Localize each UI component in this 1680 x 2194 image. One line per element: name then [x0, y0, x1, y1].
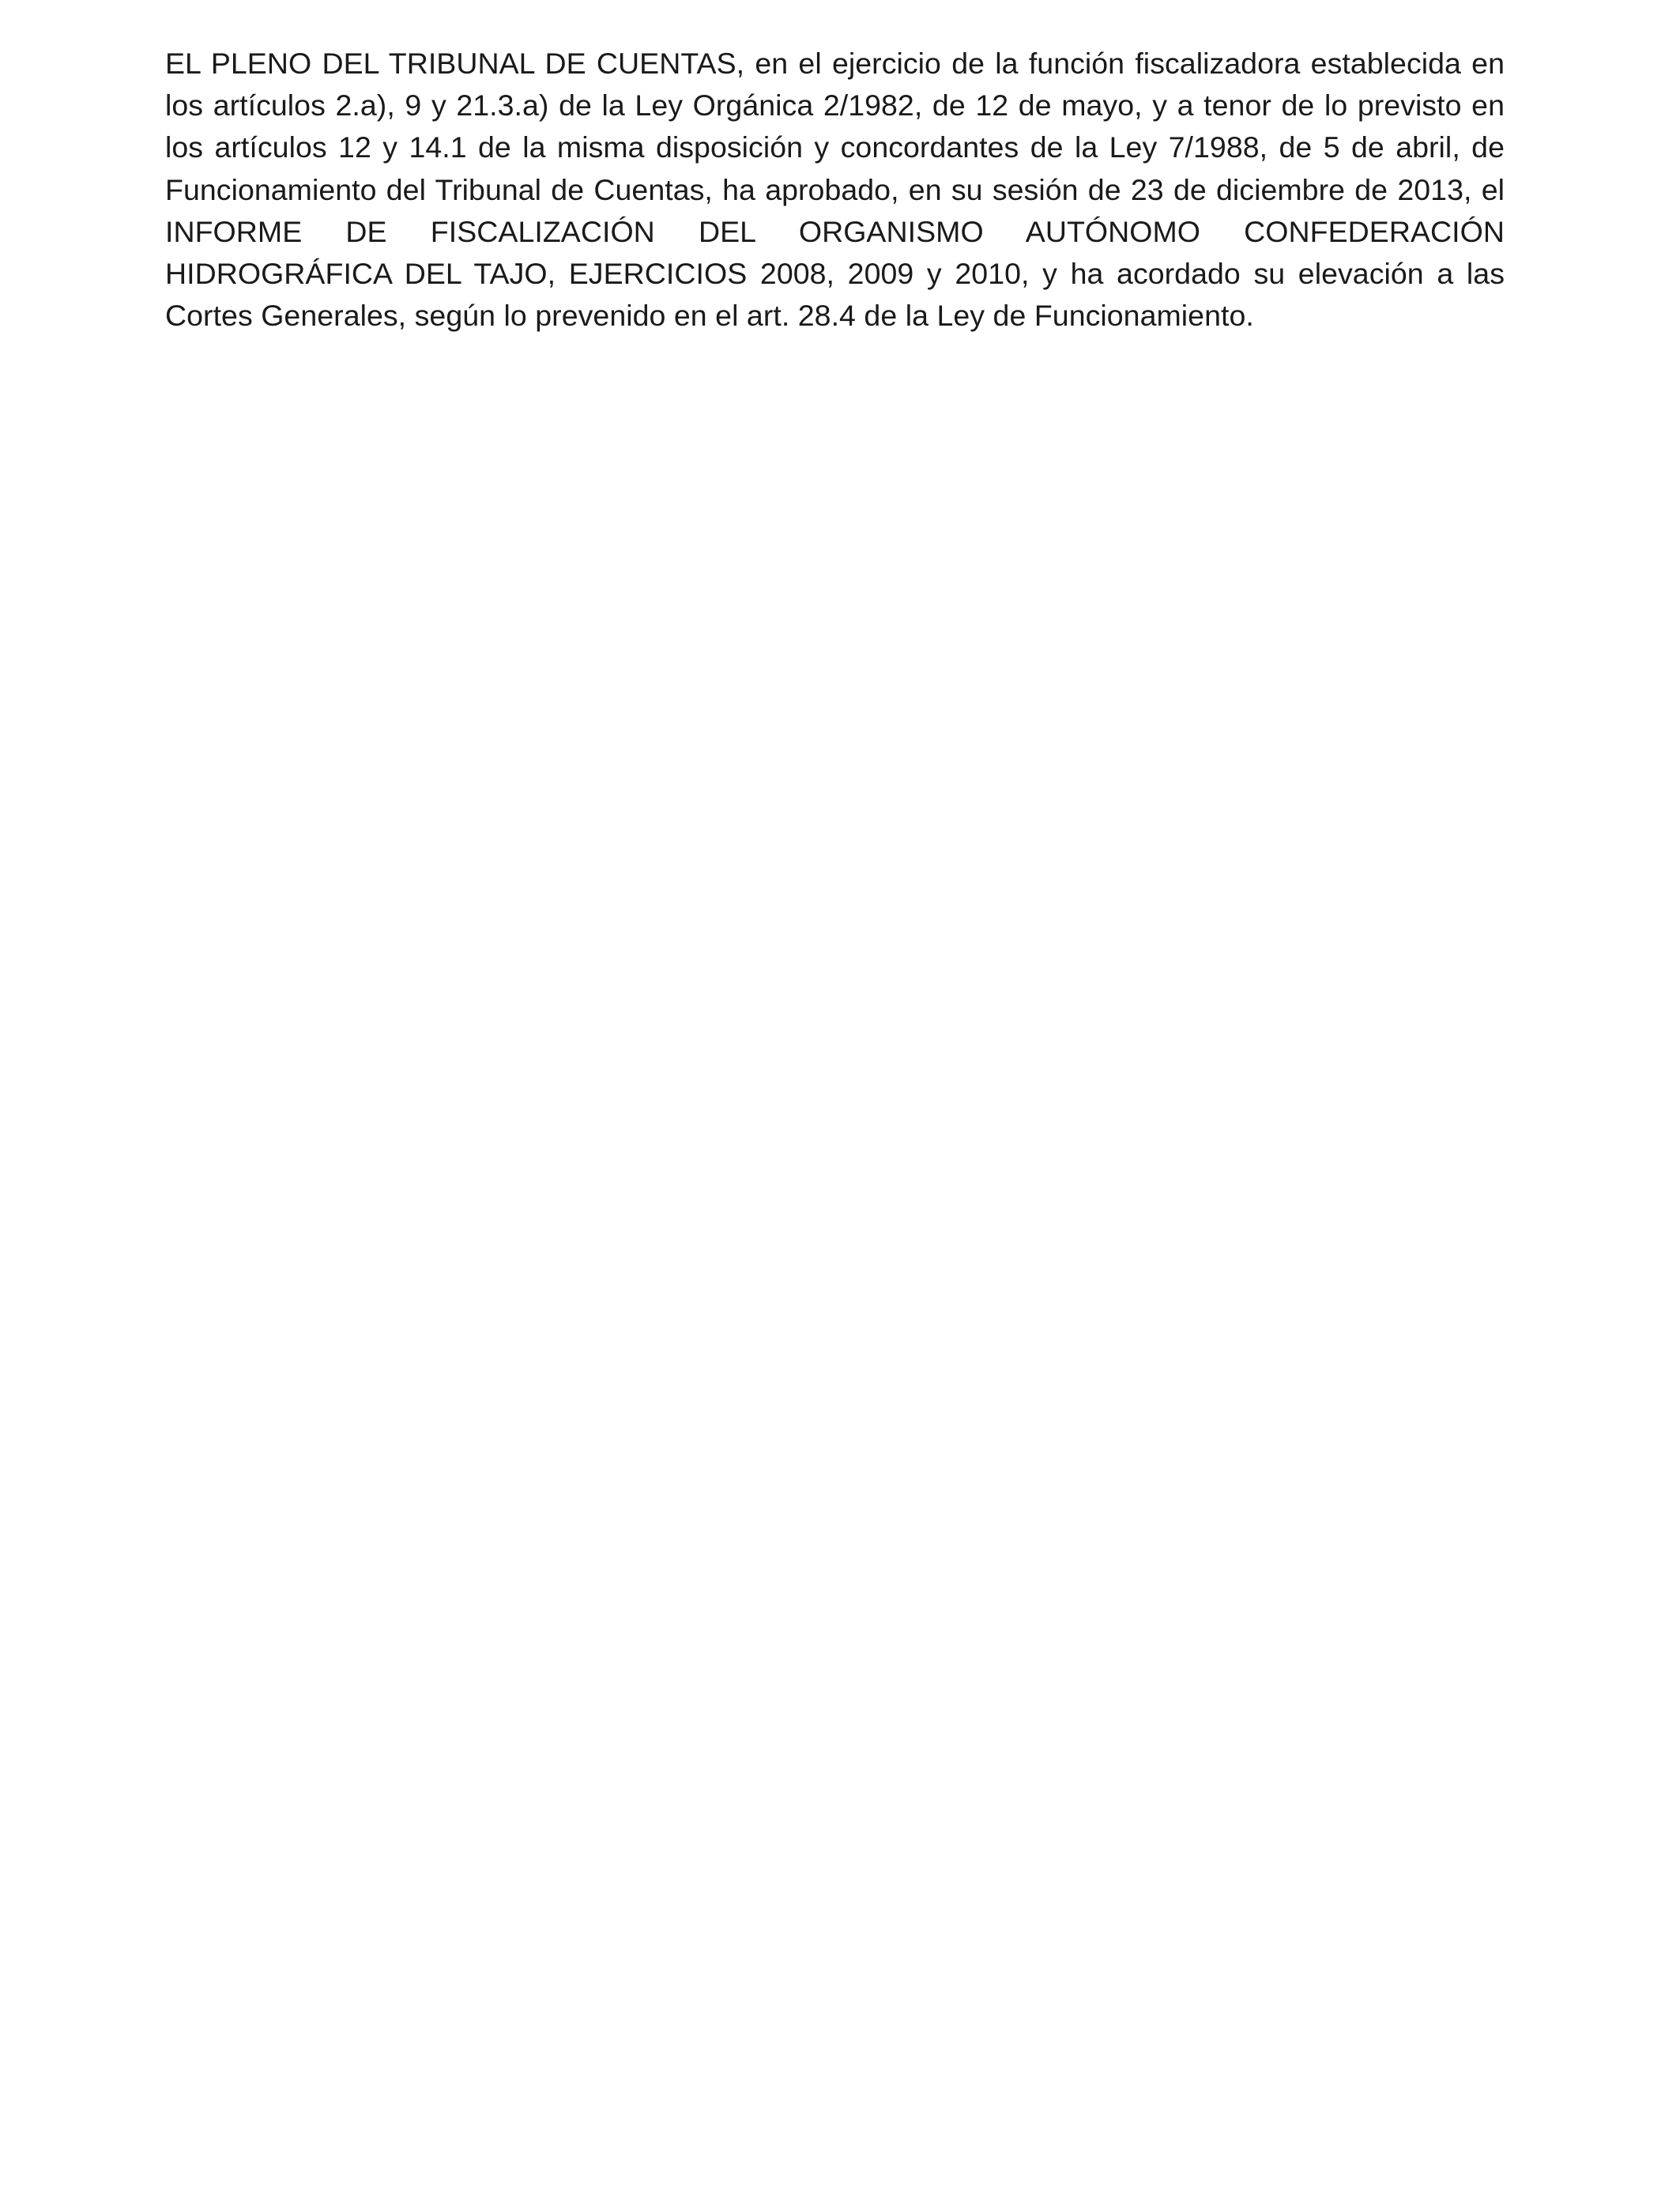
body-paragraph: EL PLENO DEL TRIBUNAL DE CUENTAS, en el ejercicio de la función fiscalizadora establecida en los artículos 2.a), 9 y 21.3.a) de la Ley Orgánica 2/1982, de 12 de mayo, y a tenor de lo previsto en los artículos 12 y 14.1 de la misma disposición y concordantes de la Ley 7/1988, de 5 de abril, de Funcionamiento del Tribunal de Cuentas, ha aprobado, en su sesión de 23 de diciembre de 2013, el INFORME DE FISCALIZACIÓN DEL ORGANISMO AUTÓNOMO CONFEDERACIÓN HIDROGRÁFICA DEL TAJO, EJERCICIOS 2008, 2009 y 2010, y ha acordado su elevación a las Cortes Generales, según lo prevenido en el art. 28.4 de la Ley de Funcionamiento.	[165, 47, 1505, 333]
